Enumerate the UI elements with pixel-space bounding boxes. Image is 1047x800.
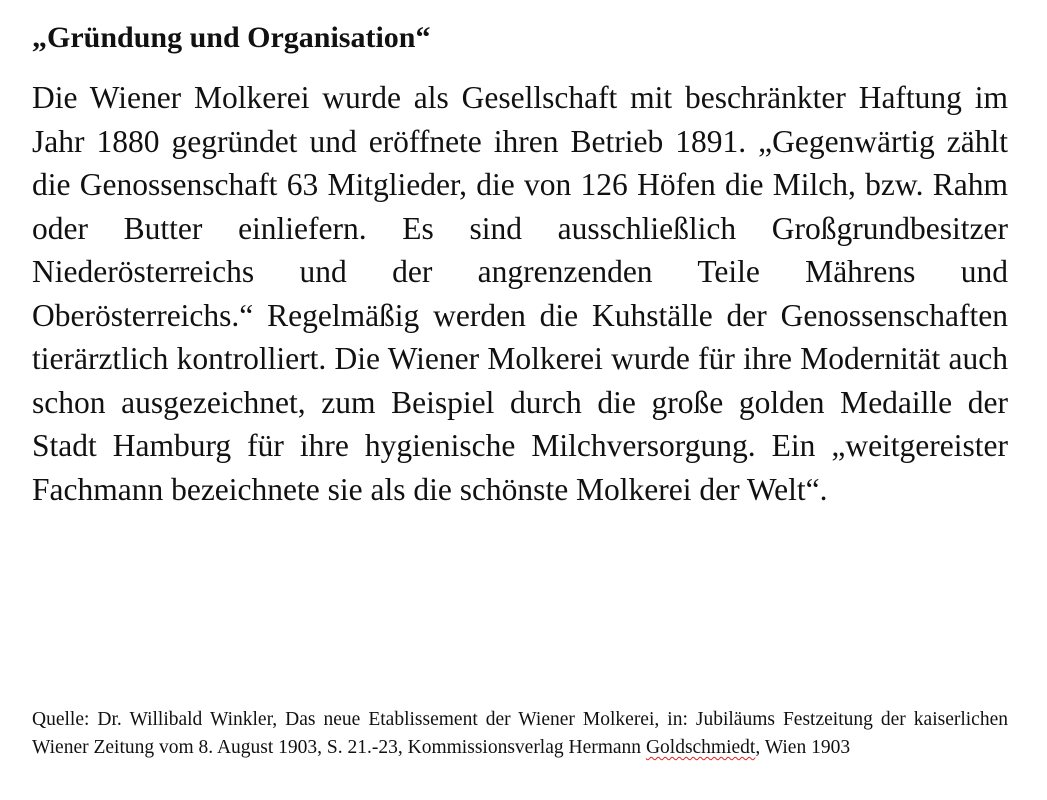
source-text-after: , Wien 1903	[755, 737, 851, 758]
source-text-before: Quelle: Dr. Willibald Winkler, Das neue Etablissement der Wiener Molkerei, in: Jubiläums Festzeitung der kaiserlichen Wiener Zeitung vom 8. August 1903, S. 21.-23, Kommissionsverlag Hermann	[32, 709, 1008, 758]
source-citation	[32, 706, 1008, 762]
spellcheck-flagged-word[interactable]: Goldschmiedt	[645, 737, 756, 758]
body-paragraph: Die Wiener Molkerei wurde als Gesellschaft mit beschränkter Haftung im Jahr 1880 gegründet und eröffnete ihren Betrieb 1891. „Gegenwärtig zählt die Genossenschaft 63 Mitglieder, die von 126 Höfen die Milch, bzw. Rahm oder Butter einliefern. Es sind ausschließlich Großgrundbesitzer Niederösterreichs und der angrenzenden Teile Mährens und Oberösterreichs.“ Regelmäßig werden die Kuhställe der Genossenschaften tierärztlich kontrolliert. Die Wiener Molkerei wurde für ihre Modernität auch schon ausgezeichnet, zum Beispiel durch die große golden Medaille der Stadt Hamburg für ihre hygienische Milchversorgung. Ein „weitgereister Fachmann bezeichnete sie als die schönste Molkerei der Welt“.	[32, 80, 1008, 507]
page-title: „Gründung und Organisation“	[32, 21, 431, 54]
document-page	[32, 18, 1008, 511]
